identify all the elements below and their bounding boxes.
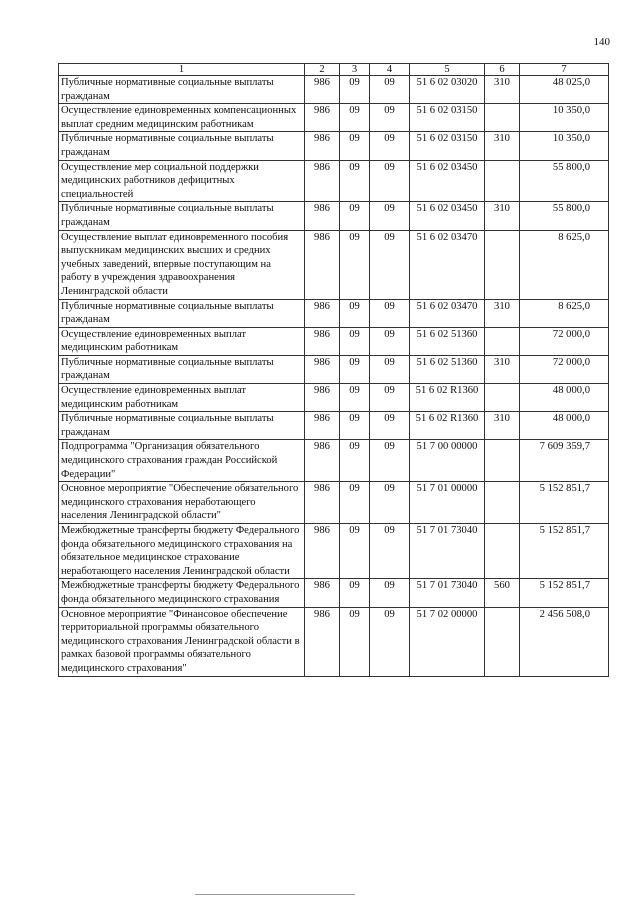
row-target-article: 51 6 02 03470 (410, 230, 485, 299)
table-row (59, 160, 609, 202)
row-expense-type: 560 (485, 579, 520, 607)
row-section: 09 (340, 230, 370, 299)
row-amount: 72 000,0 (520, 355, 609, 383)
table-row (59, 104, 609, 132)
row-code: 986 (305, 482, 340, 524)
row-amount: 48 025,0 (520, 76, 609, 104)
row-code: 986 (305, 440, 340, 482)
table-body (59, 76, 609, 677)
column-header: 4 (370, 64, 410, 76)
row-amount: 8 625,0 (520, 299, 609, 327)
row-target-article: 51 6 02 51360 (410, 355, 485, 383)
row-section: 09 (340, 607, 370, 676)
table-row (59, 412, 609, 440)
row-amount: 48 000,0 (520, 412, 609, 440)
page-number: 140 (593, 36, 610, 48)
row-amount: 7 609 359,7 (520, 440, 609, 482)
table-row (59, 482, 609, 524)
row-subsection: 09 (370, 579, 410, 607)
row-name: Публичные нормативные социальные выплаты гражданам (59, 76, 305, 104)
row-target-article: 51 6 02 R1360 (410, 384, 485, 412)
row-name: Подпрограмма "Организация обязательного медицинского страхования граждан Российской Федерации" (59, 440, 305, 482)
row-expense-type: 310 (485, 132, 520, 160)
row-target-article: 51 7 01 00000 (410, 482, 485, 524)
table-row (59, 132, 609, 160)
column-header: 7 (520, 64, 609, 76)
row-name: Публичные нормативные социальные выплаты гражданам (59, 412, 305, 440)
table-row (59, 607, 609, 676)
row-subsection: 09 (370, 299, 410, 327)
row-amount: 48 000,0 (520, 384, 609, 412)
row-amount: 10 350,0 (520, 132, 609, 160)
table-row (59, 524, 609, 579)
row-target-article: 51 6 02 03020 (410, 76, 485, 104)
row-target-article: 51 7 00 00000 (410, 440, 485, 482)
row-target-article: 51 6 02 03150 (410, 132, 485, 160)
row-target-article: 51 6 02 03450 (410, 160, 485, 202)
table-row (59, 76, 609, 104)
row-amount: 10 350,0 (520, 104, 609, 132)
table-row (59, 327, 609, 355)
row-name: Основное мероприятие "Обеспечение обязательного медицинского страхования неработающего населения Ленинградской области" (59, 482, 305, 524)
row-section: 09 (340, 384, 370, 412)
row-code: 986 (305, 412, 340, 440)
table-header (59, 64, 609, 76)
row-subsection: 09 (370, 524, 410, 579)
row-subsection: 09 (370, 482, 410, 524)
row-code: 986 (305, 299, 340, 327)
row-subsection: 09 (370, 160, 410, 202)
row-section: 09 (340, 299, 370, 327)
row-expense-type: 310 (485, 202, 520, 230)
row-expense-type: 310 (485, 299, 520, 327)
row-name: Основное мероприятие "Финансовое обеспечение территориальной программы обязательного медицинского страхования Ленинградской области в рамках базовой программы обязательного медицинского страхования" (59, 607, 305, 676)
row-amount: 8 625,0 (520, 230, 609, 299)
scan-artifact-line (195, 894, 355, 895)
row-code: 986 (305, 384, 340, 412)
row-name: Осуществление единовременных выплат медицинским работникам (59, 327, 305, 355)
row-expense-type (485, 607, 520, 676)
table-row (59, 230, 609, 299)
row-name: Публичные нормативные социальные выплаты гражданам (59, 202, 305, 230)
row-subsection: 09 (370, 132, 410, 160)
row-subsection: 09 (370, 202, 410, 230)
row-expense-type: 310 (485, 355, 520, 383)
row-expense-type (485, 440, 520, 482)
table-row (59, 384, 609, 412)
column-header: 5 (410, 64, 485, 76)
row-code: 986 (305, 230, 340, 299)
column-header: 6 (485, 64, 520, 76)
row-code: 986 (305, 160, 340, 202)
row-target-article: 51 7 01 73040 (410, 524, 485, 579)
row-name: Межбюджетные трансферты бюджету Федерального фонда обязательного медицинского страхования (59, 579, 305, 607)
table-row (59, 299, 609, 327)
row-section: 09 (340, 412, 370, 440)
row-section: 09 (340, 440, 370, 482)
row-amount: 55 800,0 (520, 160, 609, 202)
table-row (59, 440, 609, 482)
row-subsection: 09 (370, 76, 410, 104)
row-expense-type (485, 327, 520, 355)
row-code: 986 (305, 327, 340, 355)
row-section: 09 (340, 327, 370, 355)
row-target-article: 51 6 02 51360 (410, 327, 485, 355)
row-amount: 55 800,0 (520, 202, 609, 230)
row-target-article: 51 7 01 73040 (410, 579, 485, 607)
row-expense-type (485, 482, 520, 524)
table-row (59, 202, 609, 230)
row-code: 986 (305, 76, 340, 104)
row-name: Осуществление выплат единовременного пособия выпускникам медицинских высших и средних учебных заведений, впервые поступающим на работу в учреждения здравоохранения Ленинградской области (59, 230, 305, 299)
row-subsection: 09 (370, 440, 410, 482)
row-amount: 72 000,0 (520, 327, 609, 355)
row-section: 09 (340, 160, 370, 202)
header-row (59, 64, 609, 76)
row-amount: 5 152 851,7 (520, 524, 609, 579)
row-code: 986 (305, 579, 340, 607)
budget-table-container (58, 63, 608, 677)
row-name: Публичные нормативные социальные выплаты гражданам (59, 299, 305, 327)
row-target-article: 51 6 02 R1360 (410, 412, 485, 440)
row-section: 09 (340, 104, 370, 132)
row-name: Осуществление мер социальной поддержки медицинских работников дефицитных специальностей (59, 160, 305, 202)
row-amount: 2 456 508,0 (520, 607, 609, 676)
row-target-article: 51 6 02 03450 (410, 202, 485, 230)
row-name: Межбюджетные трансферты бюджету Федерального фонда обязательного медицинского страхования на обязательное медицинское страхование неработающего населения Ленинградской области (59, 524, 305, 579)
row-subsection: 09 (370, 230, 410, 299)
row-target-article: 51 6 02 03150 (410, 104, 485, 132)
row-code: 986 (305, 202, 340, 230)
row-subsection: 09 (370, 327, 410, 355)
row-amount: 5 152 851,7 (520, 482, 609, 524)
row-expense-type (485, 524, 520, 579)
row-expense-type (485, 160, 520, 202)
row-expense-type: 310 (485, 412, 520, 440)
row-code: 986 (305, 607, 340, 676)
row-subsection: 09 (370, 355, 410, 383)
row-code: 986 (305, 355, 340, 383)
table-row (59, 579, 609, 607)
row-section: 09 (340, 524, 370, 579)
row-name: Осуществление единовременных компенсационных выплат средним медицинским работникам (59, 104, 305, 132)
row-name: Публичные нормативные социальные выплаты гражданам (59, 355, 305, 383)
column-header: 1 (59, 64, 305, 76)
budget-table (58, 63, 609, 677)
column-header: 3 (340, 64, 370, 76)
row-section: 09 (340, 202, 370, 230)
row-section: 09 (340, 132, 370, 160)
row-section: 09 (340, 579, 370, 607)
table-row (59, 355, 609, 383)
row-name: Публичные нормативные социальные выплаты гражданам (59, 132, 305, 160)
row-subsection: 09 (370, 412, 410, 440)
row-amount: 5 152 851,7 (520, 579, 609, 607)
row-subsection: 09 (370, 607, 410, 676)
row-code: 986 (305, 524, 340, 579)
row-section: 09 (340, 355, 370, 383)
row-section: 09 (340, 76, 370, 104)
row-target-article: 51 6 02 03470 (410, 299, 485, 327)
row-section: 09 (340, 482, 370, 524)
row-subsection: 09 (370, 384, 410, 412)
column-header: 2 (305, 64, 340, 76)
row-target-article: 51 7 02 00000 (410, 607, 485, 676)
row-subsection: 09 (370, 104, 410, 132)
row-expense-type (485, 104, 520, 132)
row-expense-type (485, 230, 520, 299)
row-name: Осуществление единовременных выплат медицинским работникам (59, 384, 305, 412)
row-code: 986 (305, 104, 340, 132)
row-code: 986 (305, 132, 340, 160)
row-expense-type: 310 (485, 76, 520, 104)
row-expense-type (485, 384, 520, 412)
